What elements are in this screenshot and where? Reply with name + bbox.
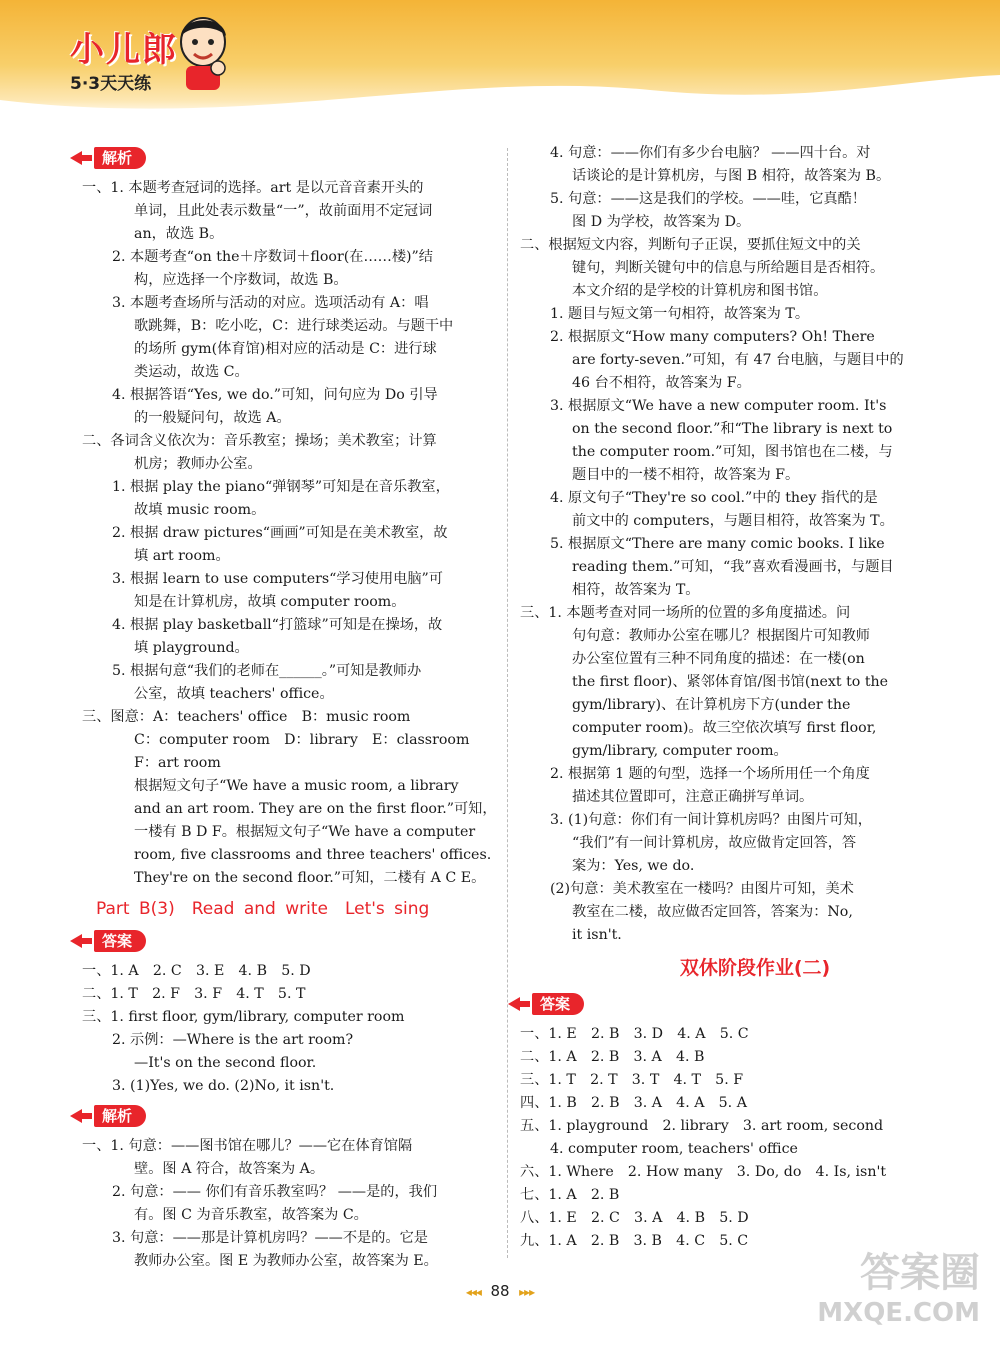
text-line: 教室在二楼，故应做否定回答，答案为：No, bbox=[572, 904, 853, 920]
left-analysis-2 bbox=[82, 1135, 492, 1273]
analysis-label: 解析 bbox=[94, 1105, 146, 1127]
left-arrows-icon: ◂◂◂ bbox=[465, 1285, 481, 1299]
text-line: 键句，判断关键句中的信息与所给题目是否相符。 bbox=[572, 260, 885, 276]
text-line: the first floor)、紧邻体育馆/图书馆(next to the bbox=[572, 674, 889, 690]
right-column bbox=[520, 140, 930, 1253]
watermark bbox=[817, 1250, 980, 1333]
text-line: 类运动，故选 C。 bbox=[134, 364, 249, 380]
text-line: room, five classrooms and three teachers' offices. bbox=[134, 847, 492, 863]
pointing-hand-icon bbox=[68, 147, 94, 169]
text-line: 公室，故填 teachers' office。 bbox=[134, 686, 334, 702]
left-column bbox=[82, 140, 497, 1273]
text-line: an，故选 B。 bbox=[134, 226, 224, 242]
right-arrows-icon: ▸▸▸ bbox=[519, 1285, 535, 1299]
analysis-tag bbox=[68, 146, 146, 170]
text-line: 二、各词含义依次为：音乐教室；操场；美术教室；计算 bbox=[82, 433, 437, 449]
text-line: 2. 根据第 1 题的句型，选择一个场所用任一个角度 bbox=[550, 766, 870, 782]
text-line: 一楼有 B D F。根据短文句子“We have a computer bbox=[134, 824, 476, 840]
text-line: 2. 根据 draw pictures“画画”可知是在美术教室，故 bbox=[112, 525, 448, 541]
text-line: C：computer room D：library E：classroom bbox=[134, 732, 470, 748]
text-line: 案为：Yes, we do. bbox=[572, 858, 695, 874]
text-line: 3. 句意：——那是计算机房吗？——不是的。它是 bbox=[112, 1230, 428, 1246]
text-line: “我们”有一间计算机房，故应做肯定回答，答 bbox=[572, 835, 857, 851]
page-number: 88 bbox=[490, 1282, 510, 1300]
text-line: 4. 根据答语“Yes, we do.”可知，问句应为 Do 引导 bbox=[112, 387, 438, 403]
text-line: 二、根据短文内容，判断句子正误，要抓住短文中的关 bbox=[520, 237, 861, 253]
text-line: —It's on the second floor. bbox=[134, 1055, 317, 1071]
text-line: 单词，且此处表示数量“一”，故前面用不定冠词 bbox=[134, 203, 433, 219]
mascot-icon bbox=[172, 12, 234, 92]
text-line: 一、1. A 2. C 3. E 4. B 5. D bbox=[82, 963, 311, 979]
text-line: 九、1. A 2. B 3. B 4. C 5. C bbox=[520, 1233, 749, 1249]
left-analysis-1 bbox=[82, 177, 497, 890]
text-line: 根据短文句子“We have a music room, a library bbox=[134, 778, 459, 794]
text-line: 三、1. T 2. T 3. T 4. T 5. F bbox=[520, 1072, 744, 1088]
text-line: 2. 句意：—— 你们有音乐教室吗？ ——是的，我们 bbox=[112, 1184, 438, 1200]
text-line: 知是在计算机房，故填 computer room。 bbox=[134, 594, 406, 610]
text-line: 题目中的一楼不相符，故答案为 F。 bbox=[572, 467, 800, 483]
text-line: 的场所 gym(体育馆)相对应的活动是 C：进行球 bbox=[134, 341, 437, 357]
pointing-hand-icon bbox=[506, 993, 532, 1015]
logo-subtitle: 5·3天天练 bbox=[70, 74, 152, 94]
text-line: 本文介绍的是学校的计算机房和图书馆。 bbox=[572, 283, 828, 299]
text-line: the computer room.”可知，图书馆也在二楼，与 bbox=[572, 444, 893, 460]
pointing-hand-icon bbox=[68, 930, 94, 952]
text-line: 三、1. 本题考查对同一场所的位置的多角度描述。问 bbox=[520, 605, 851, 621]
watermark-title: 答案圈 bbox=[860, 1250, 980, 1296]
answer-label: 答案 bbox=[94, 930, 146, 952]
text-line: 壁。图 A 符合，故答案为 A。 bbox=[134, 1161, 325, 1177]
text-line: 六、1. Where 2. How many 3. Do, do 4. Is, isn't bbox=[520, 1164, 887, 1180]
text-line: gym/library)、在计算机房下方(under the bbox=[572, 697, 851, 713]
text-line: 5. 根据原文“There are many comic books. I like bbox=[550, 536, 885, 552]
text-line: 三、1. first floor, gym/library, computer room bbox=[82, 1009, 405, 1025]
text-line: 办公室位置有三种不同角度的描述：在一楼(on bbox=[572, 651, 865, 667]
text-line: 四、1. B 2. B 3. A 4. A 5. A bbox=[520, 1095, 747, 1111]
text-line: 3. 根据 learn to use computers“学习使用电脑”可 bbox=[112, 571, 443, 587]
text-line: 2. 示例：—Where is the art room? bbox=[112, 1032, 354, 1048]
text-line: 歌跳舞，B：吃小吃，C：进行球类运动。与题干中 bbox=[134, 318, 454, 334]
text-line: it isn't. bbox=[572, 927, 622, 943]
text-line: They're on the second floor.”可知，二楼有 A C E。 bbox=[134, 870, 486, 886]
text-line: 二、1. T 2. F 3. F 4. T 5. T bbox=[82, 986, 306, 1002]
text-line: 一、1. E 2. B 3. D 4. A 5. C bbox=[520, 1026, 749, 1042]
text-line: 七、1. A 2. B bbox=[520, 1187, 620, 1203]
text-line: 5. 根据句意“我们的老师在______。”可知是教师办 bbox=[112, 663, 422, 679]
text-line: and an art room. They are on the first floor.”可知， bbox=[134, 801, 497, 817]
text-line: 4. 原文句子“They're so cool.”中的 they 指代的是 bbox=[550, 490, 878, 506]
watermark-url: MXQE.COM bbox=[817, 1298, 980, 1328]
left-answers bbox=[82, 960, 492, 1098]
text-line: F：art room bbox=[134, 755, 221, 771]
text-line: gym/library, computer room。 bbox=[572, 743, 788, 759]
text-line: 描述其位置即可，注意正确拼写单词。 bbox=[572, 789, 814, 805]
column-divider bbox=[507, 148, 508, 1258]
text-line: 5. 句意：——这是我们的学校。——哇，它真酷！ bbox=[550, 191, 866, 207]
text-line: reading them.”可知，“我”喜欢看漫画书，与题目 bbox=[572, 559, 894, 575]
text-line: 3. (1)句意：你们有一间计算机房吗？由图片可知， bbox=[550, 812, 872, 828]
page-header bbox=[0, 0, 1000, 118]
analysis-tag-2 bbox=[68, 1104, 146, 1128]
text-line: 二、1. A 2. B 3. A 4. B bbox=[520, 1049, 705, 1065]
part-title: Part B(3) Read and write Let's sing bbox=[96, 899, 430, 919]
text-line: 填 playground。 bbox=[134, 640, 249, 656]
section-title: 双休阶段作业(二) bbox=[679, 957, 831, 979]
text-line: 三、图意：A：teachers' office B：music room bbox=[82, 709, 411, 725]
right-answers bbox=[520, 1023, 930, 1253]
text-line: 4. computer room, teachers' office bbox=[550, 1141, 798, 1157]
text-line: 机房；教师办公室。 bbox=[134, 456, 262, 472]
answer-tag bbox=[68, 929, 146, 953]
text-line: 前文中的 computers，与题目相符，故答案为 T。 bbox=[572, 513, 894, 529]
text-line: 句句意：教师办公室在哪儿？根据图片可知教师 bbox=[572, 628, 870, 644]
text-line: 构，应选择一个序数词，故选 B。 bbox=[134, 272, 348, 288]
text-line: 4. 句意：——你们有多少台电脑？ ——四十台。对 bbox=[550, 145, 871, 161]
pointing-hand-icon bbox=[68, 1105, 94, 1127]
text-line: 2. 根据原文“How many computers? Oh! There bbox=[550, 329, 875, 345]
text-line: 话谈论的是计算机房，与图 B 相符，故答案为 B。 bbox=[572, 168, 891, 184]
text-line: 图 D 为学校，故答案为 D。 bbox=[572, 214, 751, 230]
right-analysis bbox=[520, 142, 930, 947]
text-line: 3. 本题考查场所与活动的对应。选项活动有 A：唱 bbox=[112, 295, 429, 311]
text-line: 的一般疑问句，故选 A。 bbox=[134, 410, 291, 426]
analysis-label: 解析 bbox=[94, 147, 146, 169]
text-line: 46 台不相符，故答案为 F。 bbox=[572, 375, 751, 391]
text-line: are forty-seven.”可知，有 47 台电脑，与题目中的 bbox=[572, 352, 904, 368]
text-line: 2. 本题考查“on the＋序数词＋floor(在……楼)”结 bbox=[112, 249, 433, 265]
text-line: computer room)。故三空依次填写 first floor, bbox=[572, 720, 877, 736]
text-line: on the second floor.”和“The library is next to bbox=[572, 421, 893, 437]
answer-label: 答案 bbox=[532, 993, 584, 1015]
text-line: 八、1. E 2. C 3. A 4. B 5. D bbox=[520, 1210, 749, 1226]
answer-tag-2 bbox=[506, 992, 584, 1016]
text-line: 一、1. 句意：——图书馆在哪儿？——它在体育馆隔 bbox=[82, 1138, 413, 1154]
text-line: 相符，故答案为 T。 bbox=[572, 582, 700, 598]
text-line: 3. 根据原文“We have a new computer room. It's bbox=[550, 398, 887, 414]
text-line: 1. 根据 play the piano“弹钢琴”可知是在音乐教室， bbox=[112, 479, 450, 495]
logo-title: 小儿郎 bbox=[70, 30, 178, 70]
text-line: 有。图 C 为音乐教室，故答案为 C。 bbox=[134, 1207, 368, 1223]
text-line: 一、1. 本题考查冠词的选择。art 是以元音音素开头的 bbox=[82, 180, 424, 196]
text-line: 五、1. playground 2. library 3. art room, second bbox=[520, 1118, 884, 1134]
text-line: 故填 music room。 bbox=[134, 502, 266, 518]
text-line: 1. 题目与短文第一句相符，故答案为 T。 bbox=[550, 306, 810, 322]
brand-logo bbox=[70, 22, 178, 94]
text-line: (2)句意：美术教室在一楼吗？由图片可知，美术 bbox=[550, 881, 854, 897]
text-line: 4. 根据 play basketball“打篮球”可知是在操场，故 bbox=[112, 617, 443, 633]
text-line: 教师办公室。图 E 为教师办公室，故答案为 E。 bbox=[134, 1253, 438, 1269]
text-line: 3. (1)Yes, we do. (2)No, it isn't. bbox=[112, 1078, 335, 1094]
text-line: 填 art room。 bbox=[134, 548, 230, 564]
